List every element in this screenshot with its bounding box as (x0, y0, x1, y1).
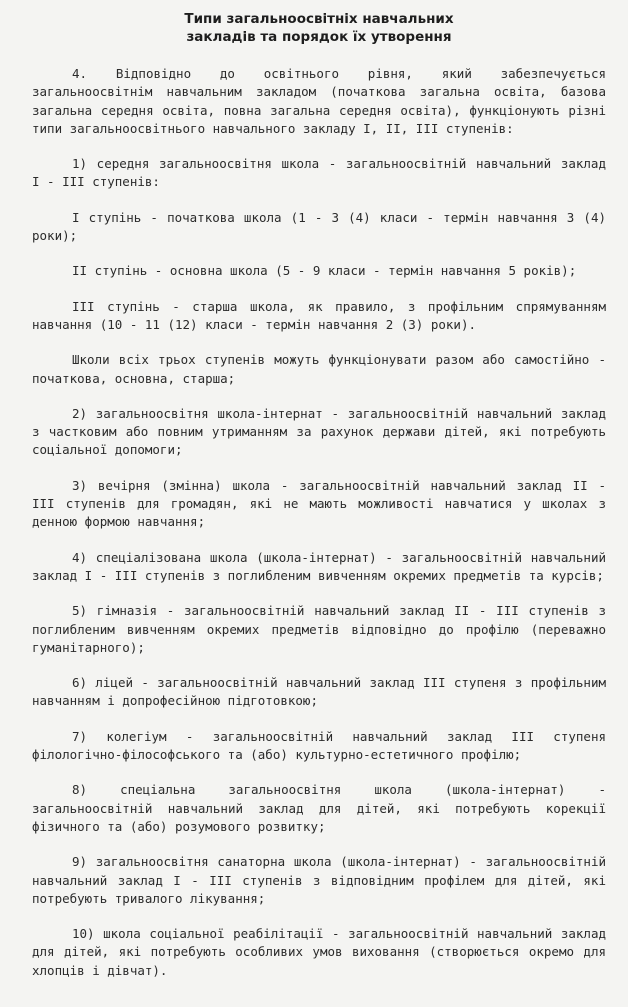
paragraph-stage-3: III ступінь - старша школа, як правило, з профільним спрямуванням навчання (10 - 11 (12) класи - термін навчання 2 (3) роки). (32, 298, 614, 332)
paragraph-stage-2: II ступінь - основна школа (5 - 9 класи - термін навчання 5 років); (72, 263, 577, 279)
paragraph-item-5: 5) гімназія - загальноосвітній навчальний заклад II - III ступенів з поглибленим вивченням окремих предметів відповідно до профілю (переважно гуманітарного); (32, 603, 614, 655)
document-title (32, 10, 606, 46)
paragraph-item-3: 3) вечірня (змінна) школа - загальноосвітній навчальний заклад II - III ступенів для громадян, які не мають можливості навчатися у школах з денною формою навчання; (32, 477, 614, 530)
paragraph-all-stages: Школи всіх трьох ступенів можуть функціонувати разом або самостійно - початкова, основна, старша; (32, 352, 614, 386)
paragraph-item-2: 2) загальноосвітня школа-інтернат - загальноосвітній навчальний заклад з частковим або повним утриманням за рахунок держави дітей, які потребують соціальної допомоги; (32, 405, 614, 458)
paragraph-item-1: 1) середня загальноосвітня школа - загальноосвітній навчальний заклад I - III ступенів: (32, 156, 614, 190)
paragraph-stage-1: I ступінь - початкова школа (1 - 3 (4) класи - термін навчання 3 (4) роки); (32, 209, 614, 244)
paragraph-item-6: 6) ліцей - загальноосвітній навчальний заклад III ступеня з профільним навчанням і допрофесійною підготовкою; (32, 675, 614, 709)
paragraph-item-8: 8) спеціальна загальноосвітня школа (школа-інтернат) - загальноосвітній навчальний заклад для дітей, які потребують корекції фізичного та (або) розумового розвитку; (32, 782, 614, 834)
paragraph-intro: 4. Відповідно до освітнього рівня, який забезпечується загальноосвітнім навчальним закладом (початкова загальна освіта, базова загальна середня освіта, повна загальна середня освіта), функціонують різні типи загальноосвітнього навчального закладу I, II, III ступенів: (32, 66, 614, 136)
paragraph-item-9: 9) загальноосвітня санаторна школа (школа-інтернат) - загальноосвітній навчальний заклад I - III ступенів з відповідним профілем для дітей, які потребують тривалого лікування; (32, 854, 614, 906)
paragraph-item-4: 4) спеціалізована школа (школа-інтернат) - загальноосвітній навчальний заклад I - III ступенів з поглибленим вивченням окремих предметів та курсів; (32, 549, 614, 583)
title-line-2: закладів та порядок їх утворення (186, 29, 452, 45)
paragraph-item-10: 10) школа соціальної реабілітації - загальноосвітній навчальний заклад для дітей, які потребують особливих умов виховання (створюється окремо для хлопців і дівчат). (32, 926, 614, 978)
paragraph-item-7: 7) колегіум - загальноосвітній навчальний заклад III ступеня філологічно-філософського та (або) культурно-естетичного профілю; (32, 728, 614, 763)
title-line-1: Типи загальноосвітніх навчальних (184, 11, 454, 27)
